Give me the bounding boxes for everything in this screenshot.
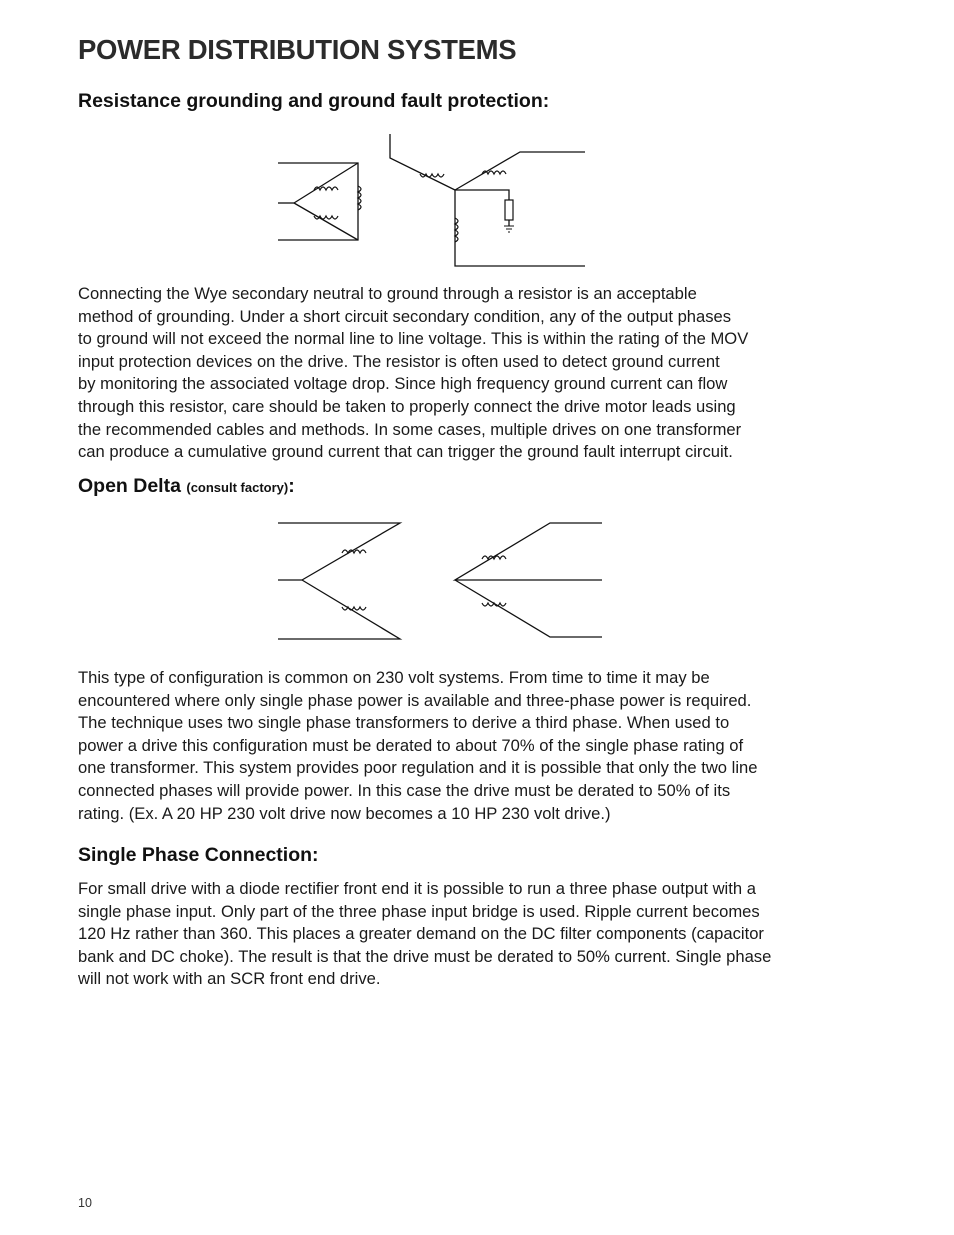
section-heading-open-delta: Open Delta (consult factory): (78, 475, 295, 497)
page-number: 10 (78, 1196, 92, 1210)
paragraph-resistance-grounding: Connecting the Wye secondary neutral to ground through a resistor is an acceptable method of grounding. Under a short circuit secondary condition, any of the output phases to ground will not exceed the normal line to line voltage. This is within the rating of the MOV input protection devices on the drive. The resistor is often used to detect ground current by monitoring the associated voltage drop. Since high frequency ground current can flow through this resistor, care should be taken to properly connect the drive motor leads using the recommended cables and methods. In some cases, multiple drives on one transformer can produce a cumulative ground current that can trigger the ground fault interrupt circuit. (78, 284, 749, 462)
open-delta-diagram (270, 515, 610, 645)
page-title: POWER DISTRIBUTION SYSTEMS (78, 34, 517, 65)
paragraph-open-delta: This type of configuration is common on 230 volt systems. From time to time it may be encountered where only single phase power is available and three-phase power is required. The technique uses two single phase transformers to derive a third phase. When used to power a drive this configuration must be derated to about 70% of the single phase rating of one transformer. This system provides poor regulation and it is possible that only the two line connected phases will provide power. In this case the drive must be derated to 50% of its rating. (Ex. A 20 HP 230 volt drive now becomes a 10 HP 230 volt drive.) (78, 668, 758, 823)
open-delta-primary (278, 523, 400, 639)
open-delta-secondary (455, 523, 602, 637)
ground-resistor (455, 190, 514, 232)
paragraph-single-phase: For small drive with a diode rectifier front end it is possible to run a three phase output with a single phase input. Only part of the three phase input bridge is used. Ripple current becomes 120 Hz rather than 360. This places a greater demand on the DC filter components (capacitor bank and DC choke). The result is that the drive must be derated to 50% current. Single phase will not work with an SCR front end drive. (78, 879, 772, 989)
section-heading-single-phase: Single Phase Connection: (78, 844, 319, 866)
delta-wye-grounding-diagram (270, 128, 600, 273)
delta-primary-winding (278, 163, 361, 240)
wye-secondary-winding (390, 134, 585, 266)
section-heading-resistance-grounding: Resistance grounding and ground fault protection: (78, 90, 550, 112)
